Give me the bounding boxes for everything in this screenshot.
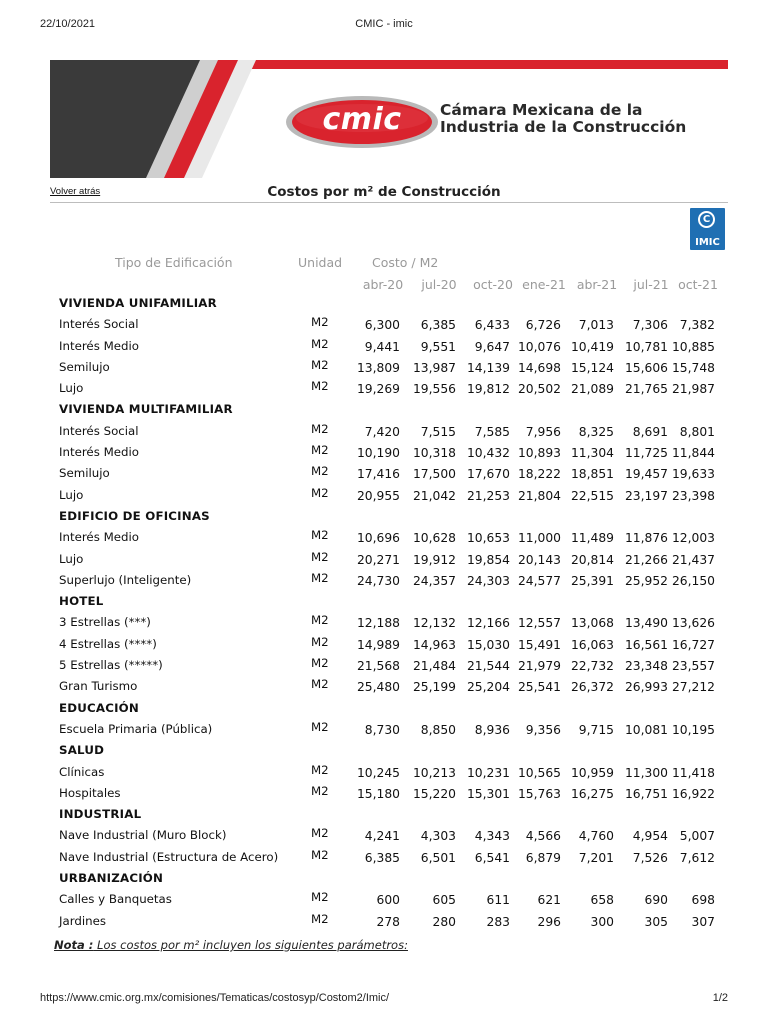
- cost-cell: 10,213: [412, 765, 456, 780]
- cost-cell: 14,698: [517, 360, 561, 375]
- cost-cell: 16,063: [570, 637, 614, 652]
- cost-cell: 13,626: [671, 616, 715, 631]
- building-type: Nave Industrial (Estructura de Acero): [59, 849, 279, 864]
- building-type: Interés Social: [59, 317, 139, 332]
- section-title: EDUCACIÓN: [59, 700, 139, 715]
- cost-cell: 21,987: [671, 382, 715, 397]
- cost-cell: 10,432: [466, 446, 510, 461]
- cost-cell: 5,007: [679, 829, 715, 844]
- header-tipo-edificacion: Tipo de Edificación: [115, 255, 233, 270]
- cost-cell: 13,068: [570, 616, 614, 631]
- cost-cell: 11,725: [624, 446, 668, 461]
- cmic-logo: [288, 98, 436, 146]
- period-header: jul-20: [421, 277, 457, 292]
- cost-cell: 21,979: [517, 659, 561, 674]
- cost-cell: 23,348: [624, 659, 668, 674]
- cost-cell: 23,557: [671, 659, 715, 674]
- cost-cell: 305: [644, 914, 668, 929]
- cost-cell: 11,489: [570, 531, 614, 546]
- cost-cell: 17,670: [466, 467, 510, 482]
- cost-cell: 15,763: [517, 786, 561, 801]
- cost-cell: 10,696: [356, 531, 400, 546]
- cost-cell: 8,730: [364, 722, 400, 737]
- table-row: [0, 485, 768, 506]
- cost-cell: 15,124: [570, 360, 614, 375]
- building-type: 5 Estrellas (*****): [59, 658, 163, 673]
- cost-cell: 11,300: [624, 765, 668, 780]
- cost-cell: 14,989: [356, 637, 400, 652]
- cost-cell: 21,437: [671, 552, 715, 567]
- cost-cell: 13,490: [624, 616, 668, 631]
- building-type: Hospitales: [59, 785, 121, 800]
- cost-cell: 15,180: [356, 786, 400, 801]
- table-row: [0, 762, 768, 783]
- cost-cell: 15,030: [466, 637, 510, 652]
- unit-cell: M2: [311, 443, 329, 458]
- building-type: Interés Medio: [59, 338, 140, 353]
- cost-cell: 16,751: [624, 786, 668, 801]
- building-type: Escuela Primaria (Pública): [59, 721, 213, 736]
- table-row: [0, 314, 768, 335]
- cost-cell: 7,382: [679, 318, 715, 333]
- cost-cell: 20,143: [517, 552, 561, 567]
- cost-cell: 19,854: [466, 552, 510, 567]
- header-unidad: Unidad: [298, 255, 343, 270]
- cost-cell: 600: [376, 893, 400, 908]
- cost-cell: 9,441: [364, 339, 400, 354]
- cost-cell: 21,765: [624, 382, 668, 397]
- period-header: ene-21: [522, 277, 566, 292]
- cost-cell: 20,955: [356, 488, 400, 503]
- print-page-number: 1/2: [712, 992, 728, 1004]
- section-title: HOTEL: [59, 594, 104, 609]
- building-type: Superlujo (Inteligente): [59, 572, 192, 587]
- unit-cell: M2: [311, 762, 329, 777]
- cost-cell: 6,501: [420, 850, 456, 865]
- table-row: [0, 421, 768, 442]
- unit-cell: M2: [311, 911, 329, 926]
- section-header-row: [0, 591, 768, 612]
- org-name-line-1: Cámara Mexicana de la: [440, 101, 643, 119]
- cost-cell: 21,484: [412, 659, 456, 674]
- period-header: abr-21: [576, 277, 618, 292]
- back-link[interactable]: Volver atrás: [50, 186, 101, 197]
- cost-cell: 6,879: [525, 850, 561, 865]
- note-label: Nota :: [54, 938, 94, 952]
- building-type: Clínicas: [59, 764, 105, 779]
- cost-cell: 10,565: [517, 765, 561, 780]
- cost-cell: 15,491: [517, 637, 561, 652]
- cost-cell: 6,385: [420, 318, 456, 333]
- unit-cell: M2: [311, 528, 329, 543]
- note-text: Los costos por m² incluyen los siguientes parámetros:: [93, 938, 408, 952]
- cost-cell: 26,372: [570, 680, 614, 695]
- cost-cell: 10,893: [517, 446, 561, 461]
- cost-cell: 21,253: [466, 488, 510, 503]
- cost-cell: 19,269: [356, 382, 400, 397]
- unit-cell: M2: [311, 890, 329, 905]
- cost-cell: 15,606: [624, 360, 668, 375]
- cost-cell: 13,809: [356, 360, 400, 375]
- cost-cell: 611: [486, 893, 510, 908]
- building-type: Calles y Banquetas: [59, 892, 172, 907]
- table-row: [0, 527, 768, 548]
- period-header: jul-21: [633, 277, 669, 292]
- cost-cell: 698: [691, 893, 715, 908]
- unit-cell: M2: [311, 719, 329, 734]
- table-row: [0, 378, 768, 399]
- unit-cell: M2: [311, 357, 329, 372]
- section-header-row: [0, 506, 768, 527]
- period-header: oct-20: [473, 277, 513, 292]
- cost-cell: 10,781: [624, 339, 668, 354]
- cost-cell: 12,557: [517, 616, 561, 631]
- cost-cell: 605: [432, 893, 456, 908]
- section-title: URBANIZACIÓN: [59, 871, 164, 886]
- section-header-row: [0, 698, 768, 719]
- cost-cell: 4,566: [525, 829, 561, 844]
- cost-cell: 21,042: [412, 488, 456, 503]
- cost-cell: 23,398: [671, 488, 715, 503]
- cost-cell: 6,726: [525, 318, 561, 333]
- unit-cell: M2: [311, 826, 329, 841]
- table-row: [0, 549, 768, 570]
- cost-cell: 9,715: [578, 722, 614, 737]
- section-header-row: [0, 868, 768, 889]
- cost-cell: 16,727: [671, 637, 715, 652]
- building-type: Jardines: [59, 913, 106, 928]
- cost-cell: 18,851: [570, 467, 614, 482]
- note: [54, 938, 408, 952]
- section-header-row: [0, 399, 768, 420]
- building-type: Semilujo: [59, 466, 110, 481]
- cost-cell: 6,300: [364, 318, 400, 333]
- header-costo-m2: Costo / M2: [372, 255, 439, 270]
- cost-cell: 10,231: [466, 765, 510, 780]
- imic-logo: [690, 208, 725, 250]
- cost-cell: 10,959: [570, 765, 614, 780]
- cost-cell: 10,653: [466, 531, 510, 546]
- copyright-icon: C: [698, 211, 715, 228]
- cost-cell: 11,304: [570, 446, 614, 461]
- cost-cell: 4,760: [578, 829, 614, 844]
- page-title: Costos por m² de Construcción: [267, 184, 501, 200]
- building-type: Interés Social: [59, 423, 139, 438]
- cost-cell: 12,132: [412, 616, 456, 631]
- table-row: [0, 911, 768, 932]
- unit-cell: M2: [311, 634, 329, 649]
- print-title: CMIC - imic: [355, 18, 413, 30]
- building-type: 3 Estrellas (***): [59, 615, 151, 630]
- cost-cell: 12,188: [356, 616, 400, 631]
- period-header: oct-21: [678, 277, 718, 292]
- section-title: VIVIENDA MULTIFAMILIAR: [59, 402, 233, 417]
- cost-cell: 658: [590, 893, 614, 908]
- cost-cell: 12,166: [466, 616, 510, 631]
- print-url: https://www.cmic.org.mx/comisiones/Tematicas/costosyp/Costom2/Imic/: [40, 992, 390, 1004]
- building-type: Interés Medio: [59, 445, 140, 460]
- cost-cell: 10,245: [356, 765, 400, 780]
- print-date: 22/10/2021: [40, 18, 96, 30]
- cost-cell: 7,956: [525, 424, 561, 439]
- cost-cell: 16,561: [624, 637, 668, 652]
- cost-cell: 26,993: [624, 680, 668, 695]
- cost-cell: 6,433: [474, 318, 510, 333]
- table-row: [0, 442, 768, 463]
- section-title: INDUSTRIAL: [59, 807, 142, 822]
- cost-cell: 6,541: [474, 850, 510, 865]
- cost-cell: 278: [376, 914, 400, 929]
- table-row: [0, 719, 768, 740]
- cost-cell: 24,357: [412, 573, 456, 588]
- org-name-line-2: Industria de la Construcción: [440, 118, 687, 136]
- unit-cell: M2: [311, 485, 329, 500]
- table-row: [0, 336, 768, 357]
- cost-cell: 7,201: [578, 850, 614, 865]
- unit-cell: M2: [311, 847, 329, 862]
- cost-cell: 7,526: [632, 850, 668, 865]
- cost-cell: 25,204: [466, 680, 510, 695]
- cost-cell: 21,568: [356, 659, 400, 674]
- cost-cell: 10,318: [412, 446, 456, 461]
- cost-cell: 15,220: [412, 786, 456, 801]
- table-row: [0, 612, 768, 633]
- cost-cell: 11,876: [624, 531, 668, 546]
- building-type: Semilujo: [59, 359, 110, 374]
- section-title: SALUD: [59, 743, 105, 758]
- unit-cell: M2: [311, 336, 329, 351]
- cost-cell: 25,480: [356, 680, 400, 695]
- title-divider: [50, 202, 728, 203]
- cost-cell: 11,418: [671, 765, 715, 780]
- cost-cell: 17,500: [412, 467, 456, 482]
- cost-cell: 25,541: [517, 680, 561, 695]
- unit-cell: M2: [311, 613, 329, 628]
- building-type: 4 Estrellas (****): [59, 636, 157, 651]
- cost-cell: 283: [486, 914, 510, 929]
- unit-cell: M2: [311, 783, 329, 798]
- cost-cell: 22,515: [570, 488, 614, 503]
- period-header: abr-20: [362, 277, 404, 292]
- cost-cell: 17,416: [356, 467, 400, 482]
- cost-cell: 10,419: [570, 339, 614, 354]
- unit-cell: M2: [311, 421, 329, 436]
- cost-cell: 20,271: [356, 552, 400, 567]
- cost-cell: 8,691: [632, 424, 668, 439]
- cost-cell: 4,241: [364, 829, 400, 844]
- cost-cell: 11,000: [517, 531, 561, 546]
- building-type: Nave Industrial (Muro Block): [59, 828, 227, 843]
- cost-cell: 4,954: [632, 829, 668, 844]
- cost-cell: 15,748: [671, 360, 715, 375]
- cost-cell: 21,544: [466, 659, 510, 674]
- unit-cell: M2: [311, 315, 329, 330]
- cost-cell: 19,556: [412, 382, 456, 397]
- cost-cell: 280: [432, 914, 456, 929]
- cost-cell: 24,730: [356, 573, 400, 588]
- cost-cell: 15,301: [466, 786, 510, 801]
- cost-cell: 8,801: [679, 424, 715, 439]
- section-header-row: [0, 293, 768, 314]
- cost-cell: 14,963: [412, 637, 456, 652]
- cost-cell: 10,190: [356, 446, 400, 461]
- cmic-logo-text: cmic: [322, 102, 402, 137]
- unit-cell: M2: [311, 549, 329, 564]
- cost-cell: 10,885: [671, 339, 715, 354]
- cost-cell: 8,936: [474, 722, 510, 737]
- cost-cell: 21,266: [624, 552, 668, 567]
- table-row: [0, 783, 768, 804]
- cost-cell: 10,081: [624, 722, 668, 737]
- cost-cell: 22,732: [570, 659, 614, 674]
- table-row: [0, 676, 768, 697]
- cost-cell: 8,325: [578, 424, 614, 439]
- cost-cell: 18,222: [517, 467, 561, 482]
- cost-cell: 7,420: [364, 424, 400, 439]
- cost-cell: 296: [537, 914, 561, 929]
- cost-cell: 9,356: [525, 722, 561, 737]
- section-header-row: [0, 804, 768, 825]
- cost-cell: 307: [691, 914, 715, 929]
- unit-cell: M2: [311, 464, 329, 479]
- cost-cell: 25,199: [412, 680, 456, 695]
- cost-cell: 19,812: [466, 382, 510, 397]
- cost-cell: 21,089: [570, 382, 614, 397]
- cost-cell: 12,003: [671, 531, 715, 546]
- cost-cell: 14,139: [466, 360, 510, 375]
- cost-cell: 4,343: [474, 829, 510, 844]
- table-row: [0, 655, 768, 676]
- unit-cell: M2: [311, 379, 329, 394]
- table-row: [0, 634, 768, 655]
- cost-cell: 27,212: [671, 680, 715, 695]
- cost-table: [0, 293, 768, 932]
- cost-cell: 8,850: [420, 722, 456, 737]
- cost-cell: 16,275: [570, 786, 614, 801]
- table-row: [0, 889, 768, 910]
- cost-cell: 19,457: [624, 467, 668, 482]
- cost-cell: 7,515: [420, 424, 456, 439]
- imic-logo-label: IMIC: [695, 237, 720, 248]
- cost-cell: 20,502: [517, 382, 561, 397]
- table-row: [0, 463, 768, 484]
- cost-cell: 25,952: [624, 573, 668, 588]
- cost-cell: 21,804: [517, 488, 561, 503]
- building-type: Interés Medio: [59, 530, 140, 545]
- cost-cell: 10,628: [412, 531, 456, 546]
- building-type: Lujo: [59, 551, 84, 566]
- cmic-banner: [50, 60, 728, 178]
- cost-cell: 19,633: [671, 467, 715, 482]
- cost-cell: 6,385: [364, 850, 400, 865]
- cost-cell: 7,013: [578, 318, 614, 333]
- cost-cell: 13,987: [412, 360, 456, 375]
- section-header-row: [0, 740, 768, 761]
- cost-cell: 24,303: [466, 573, 510, 588]
- cost-cell: 10,076: [517, 339, 561, 354]
- table-row: [0, 847, 768, 868]
- section-title: VIVIENDA UNIFAMILIAR: [59, 296, 217, 310]
- cost-cell: 19,912: [412, 552, 456, 567]
- building-type: Lujo: [59, 487, 84, 502]
- cost-cell: 9,647: [474, 339, 510, 354]
- cost-cell: 20,814: [570, 552, 614, 567]
- cost-cell: 24,577: [517, 573, 561, 588]
- section-title: EDIFICIO DE OFICINAS: [59, 508, 210, 523]
- cost-cell: 26,150: [671, 573, 715, 588]
- cost-cell: 16,922: [671, 786, 715, 801]
- table-row: [0, 357, 768, 378]
- table-row: [0, 825, 768, 846]
- unit-cell: M2: [311, 677, 329, 692]
- building-type: Gran Turismo: [59, 679, 138, 694]
- cost-cell: 7,306: [632, 318, 668, 333]
- cost-cell: 4,303: [420, 829, 456, 844]
- cost-cell: 621: [537, 893, 561, 908]
- unit-cell: M2: [311, 656, 329, 671]
- cost-cell: 25,391: [570, 573, 614, 588]
- organization-name: [440, 102, 690, 136]
- unit-cell: M2: [311, 570, 329, 585]
- cost-cell: 9,551: [420, 339, 456, 354]
- cost-cell: 300: [590, 914, 614, 929]
- cost-cell: 7,585: [474, 424, 510, 439]
- cost-cell: 690: [644, 893, 668, 908]
- cost-cell: 11,844: [671, 446, 715, 461]
- cost-cell: 10,195: [671, 722, 715, 737]
- cost-cell: 23,197: [624, 488, 668, 503]
- table-row: [0, 570, 768, 591]
- building-type: Lujo: [59, 381, 84, 396]
- cost-cell: 7,612: [679, 850, 715, 865]
